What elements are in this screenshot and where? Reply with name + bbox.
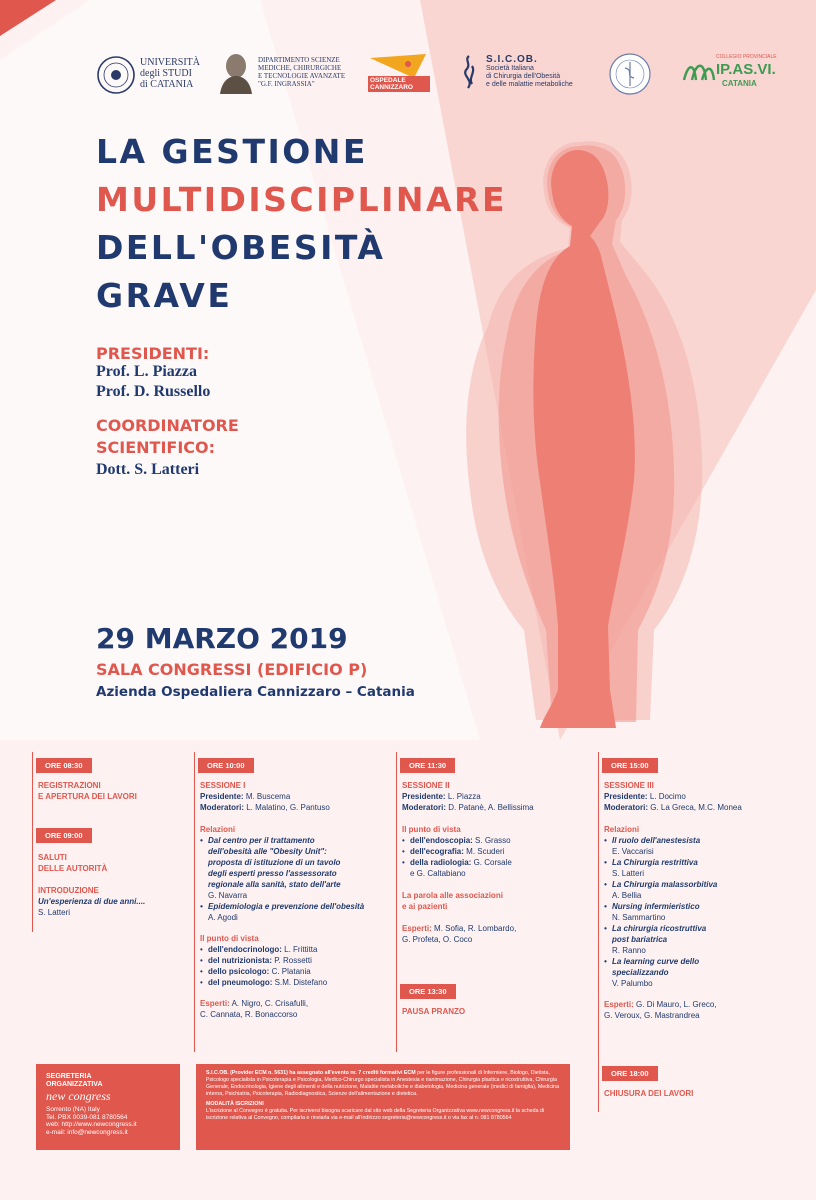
experts-label: Esperti:: [604, 1000, 634, 1009]
viewpoint-item: [200, 955, 364, 966]
session-1-block: [200, 780, 364, 1020]
event-room: SALA CONGRESSI (EDIFICIO P): [96, 660, 368, 679]
intro-label: INTRODUZIONE: [38, 886, 99, 895]
hospital-line2: CANNIZZARO: [370, 84, 413, 91]
program-column-1: [32, 752, 194, 1052]
moderators-names: L. Malatino, G. Pantuso: [246, 803, 330, 812]
registration-mode-label: MODALITÀ ISCRIZIONI: [206, 1101, 264, 1107]
sicob-name: S.I.C.OB.: [486, 54, 538, 65]
viewpoint-role: dell'ecografia:: [410, 847, 464, 856]
talks-label: Relazioni: [200, 825, 236, 834]
sicob-desc1: Società Italiana: [486, 65, 534, 72]
talk-title: [200, 835, 364, 890]
experts-names-2: G. Profeta, O. Coco: [402, 935, 473, 944]
dept-line4: "G.F. INGRASSIA": [258, 80, 315, 88]
sicob-desc2: di Chirurgia dell'Obesità: [486, 73, 561, 80]
column-divider: [396, 752, 397, 1052]
ipasvi-logo: [682, 52, 782, 96]
event-date: 29 MARZO 2019: [96, 622, 348, 655]
viewpoint-item: [200, 966, 364, 977]
experts-names-1: G. Di Mauro, L. Greco,: [636, 1000, 717, 1009]
experts-names-2: C. Cannata, R. Bonaccorso: [200, 1010, 298, 1019]
moderators-names: D. Patanè, A. Bellissima: [448, 803, 534, 812]
viewpoint-name: L. Frittitta: [284, 945, 318, 954]
talk-speaker: G. Navarra: [208, 891, 248, 900]
organizer-box: [36, 1064, 180, 1150]
session-3-block: [604, 780, 742, 1021]
president-label: Presidente:: [402, 792, 446, 801]
experts-label: Esperti:: [200, 999, 230, 1008]
president-2: Prof. D. Russello: [96, 383, 211, 400]
time-badge: ORE 15:00: [602, 758, 658, 773]
talk-title: • La Chirurgia malassorbitiva: [604, 879, 742, 890]
title-line3: DELL'OBESITÀ: [96, 228, 386, 267]
unict-logo: [96, 52, 218, 98]
experts-label: Esperti:: [402, 924, 432, 933]
president-name: L. Docimo: [649, 792, 686, 801]
unict-line3: di CATANIA: [140, 79, 194, 90]
ecm-bold: S.I.C.OB. (Provider ECM n. 5631) ha assegnato all'evento nr. 7 crediti formativi ECM: [206, 1070, 416, 1076]
session-title: SESSIONE I: [200, 781, 246, 790]
talk-title: • Nursing infermieristico: [604, 901, 742, 912]
unict-line1: UNIVERSITÀ: [140, 57, 200, 68]
event-place: Azienda Ospedaliera Cannizzaro – Catania: [96, 684, 415, 700]
ipasvi-leaf-icon: [682, 58, 716, 82]
viewpoint-extra: e G. Caltabiano: [410, 869, 466, 878]
president-label: Presidente:: [604, 792, 648, 801]
coordinator-name: Dott. S. Latteri: [96, 461, 200, 478]
registration-line1: REGISTRAZIONI: [38, 781, 101, 790]
dept-line2: MEDICHE, CHIRURGICHE: [258, 64, 342, 72]
talk-title: [604, 923, 742, 945]
organizer-brand: new congress: [46, 1089, 111, 1103]
greetings-line2: DELLE AUTORITÀ: [38, 864, 108, 873]
greetings-line1: SALUTI: [38, 853, 67, 862]
medical-association-seal-icon: [608, 52, 652, 96]
cannizzaro-logo: [368, 52, 430, 98]
viewpoint-item: [200, 977, 364, 988]
greetings-block: [38, 852, 145, 918]
program-column-4: [598, 752, 788, 1112]
ipasvi-city: CATANIA: [722, 79, 757, 88]
talk-title-line: • Dal centro per il trattamento: [208, 836, 315, 845]
organizer-phone: Tel. PBX 0039-081 8780564: [46, 1113, 128, 1121]
viewpoint-name: G. Corsale: [473, 858, 512, 867]
viewpoint-name: C. Platania: [271, 967, 311, 976]
ipasvi-name: IP.AS.VI.: [716, 61, 776, 78]
ecm-rest: per le figure professionali di Infermiere, Biologo, Dietista, Psicologo specialista in Psicoterapia e Psicologia, Medico-Chirurgo specialista in Anestesia e rianimazione, Chirurgia plastica e ricostruttiva, Chirurgia Generale, Endocrinologia, Igiene degli alimenti e della nutrizione, Malattie metaboliche e diabetologia, Medicina generale (medici di famiglia), Medicina interna, Psichiatria, Psicoterapia, Radiodiagnostica, Scienze dell'alimentazione e dietetica.: [206, 1070, 560, 1097]
talk-title-line: regionale alla sanità, stato dell'arte: [208, 880, 341, 889]
lunch-block: [402, 1006, 465, 1017]
obesity-silhouette-illustration: [440, 130, 720, 740]
program-column-2: [194, 752, 398, 1052]
time-badge: ORE 18:00: [602, 1066, 658, 1081]
organizer-address: Sorrento (NA) Italy: [46, 1106, 100, 1113]
talk-title-line: specializzando: [612, 968, 669, 977]
coordinator-label-1: COORDINATORE: [96, 416, 239, 435]
president-label: Presidente:: [200, 792, 244, 801]
talk-title: • Il ruolo dell'anestesista: [604, 835, 742, 846]
ecm-text: [206, 1070, 560, 1098]
talk-title: [604, 956, 742, 978]
talks-label: Relazioni: [604, 825, 640, 834]
organizer-email[interactable]: e-mail: info@newcongress.it: [46, 1128, 128, 1136]
hospital-line1: OSPEDALE: [370, 77, 406, 84]
viewpoint-role: della radiologia:: [410, 858, 472, 867]
viewpoint-role: dell'endoscopia:: [410, 836, 473, 845]
talk-title: • Epidemiologia e prevenzione dell'obesità: [200, 901, 364, 912]
title-line2: MULTIDISCIPLINARE: [96, 180, 508, 219]
viewpoint-role: dello psicologo:: [208, 967, 270, 976]
viewpoint-role: dell'endocrinologo:: [208, 945, 282, 954]
intro-title: Un'esperienza di due anni....: [38, 897, 146, 906]
moderators-label: Moderatori:: [604, 803, 648, 812]
time-badge: ORE 08:30: [36, 758, 92, 773]
president-1: Prof. L. Piazza: [96, 363, 198, 380]
column-divider: [32, 752, 33, 932]
talk-title-line: proposta di istituzione di un tavolo: [208, 858, 341, 867]
talk-title-line: degli esperti presso l'assessorato: [208, 869, 337, 878]
session-title: SESSIONE III: [604, 781, 654, 790]
lunch-label: PAUSA PRANZO: [402, 1007, 466, 1016]
dept-logo: [218, 50, 368, 96]
viewpoint-item: [200, 944, 364, 955]
session-title: SESSIONE II: [402, 781, 450, 790]
dept-line3: E TECNOLOGIE AVANZATE: [258, 72, 346, 80]
time-badge: ORE 09:00: [36, 828, 92, 843]
experts-names-1: M. Sofia, R. Lombardo,: [434, 924, 517, 933]
talk-speaker: R. Ranno: [612, 946, 646, 955]
experts-names-2: G. Veroux, G. Mastrandrea: [604, 1011, 700, 1020]
talk-title-line: • La chirurgia ricostruttiva: [612, 924, 707, 933]
viewpoint-role: del pneumologo:: [208, 978, 273, 987]
program-column-3: [396, 752, 600, 1052]
associations-line2: e ai pazienti: [402, 902, 448, 911]
viewpoint-item: [402, 857, 534, 868]
talk-speaker: A. Agodi: [208, 913, 238, 922]
organizer-label-1: SEGRETERIA: [46, 1073, 92, 1080]
viewpoint-label: Il punto di vista: [200, 934, 259, 943]
ipasvi-small: COLLEGIO PROVINCIALE: [716, 54, 777, 60]
closing-label: CHIUSURA DEI LAVORI: [604, 1089, 694, 1098]
talk-title-line: post bariatrica: [612, 935, 668, 944]
moderators-label: Moderatori:: [402, 803, 446, 812]
title-line1: LA GESTIONE: [96, 132, 368, 171]
talk-speaker: S. Latteri: [612, 869, 645, 878]
unict-seal-icon: [96, 55, 136, 95]
registration-mode-text: L'iscrizione al Convegno è gratuita. Per iscriversi bisogna scaricare dal sito web della Segreteria Organizzativa www.newcongress.it la scheda di iscrizione relativa al Convegno, compilarla e rinviarla via e-mail all'indirizzo segreteria@newcongress.it o via fax al n. 081 8780564: [206, 1108, 545, 1121]
talk-title: • La Chirurgia restrittiva: [604, 857, 742, 868]
ecm-info-box: [196, 1064, 570, 1150]
sicob-desc3: e delle malattie metaboliche: [486, 81, 573, 88]
registration-line2: E APERTURA DEI LAVORI: [38, 792, 137, 801]
viewpoint-name: P. Rossetti: [274, 956, 312, 965]
talk-speaker: E. Vaccarisi: [612, 847, 654, 856]
president-name: M. Buscema: [245, 792, 291, 801]
closing-block: [604, 1088, 693, 1099]
talk-title-line: • La learning curve dello: [612, 957, 700, 966]
organizer-label-2: ORGANIZZATIVA: [46, 1080, 103, 1088]
moderators-names: G. La Greca, M.C. Monea: [650, 803, 742, 812]
time-badge: ORE 10:00: [198, 758, 254, 773]
column-divider: [598, 752, 599, 1112]
viewpoint-item: [402, 835, 534, 846]
experts-names-1: A. Nigro, C. Crisafulli,: [231, 999, 309, 1008]
viewpoint-name: M. Scuderi: [466, 847, 505, 856]
talk-speaker: A. Bellia: [612, 891, 642, 900]
viewpoint-name: S. Grasso: [475, 836, 511, 845]
session-2-block: [402, 780, 534, 945]
unict-line2: degli STUDI: [140, 68, 192, 79]
president-name: L. Piazza: [447, 792, 481, 801]
moderators-label: Moderatori:: [200, 803, 244, 812]
talk-speaker: N. Sammartino: [612, 913, 666, 922]
registration-block: [38, 780, 137, 802]
intro-speaker: S. Latteri: [38, 908, 71, 917]
talk-title-line: dell'obesità alle "Obesity Unit":: [208, 847, 327, 856]
presidents-label: PRESIDENTI:: [96, 344, 210, 363]
viewpoint-role: del nutrizionista:: [208, 956, 272, 965]
organizer-web[interactable]: web: http://www.newcongress.it: [46, 1121, 137, 1128]
column-divider: [194, 752, 195, 1052]
portrait-icon: [218, 50, 254, 94]
associations-line1: La parola alle associazioni: [402, 891, 503, 900]
talk-speaker: V. Palumbo: [612, 979, 653, 988]
time-badge: ORE 11:30: [400, 758, 455, 773]
coordinator-label-2: SCIENTIFICO:: [96, 438, 216, 457]
title-line4: GRAVE: [96, 276, 233, 315]
sicob-figure-icon: [458, 54, 480, 94]
sicob-logo: [458, 52, 598, 98]
viewpoint-item: [402, 846, 534, 857]
viewpoint-label: Il punto di vista: [402, 825, 461, 834]
viewpoint-name: S.M. Distefano: [274, 978, 328, 987]
dept-line1: DIPARTIMENTO SCIENZE: [258, 56, 340, 64]
time-badge: ORE 13:30: [400, 984, 456, 999]
